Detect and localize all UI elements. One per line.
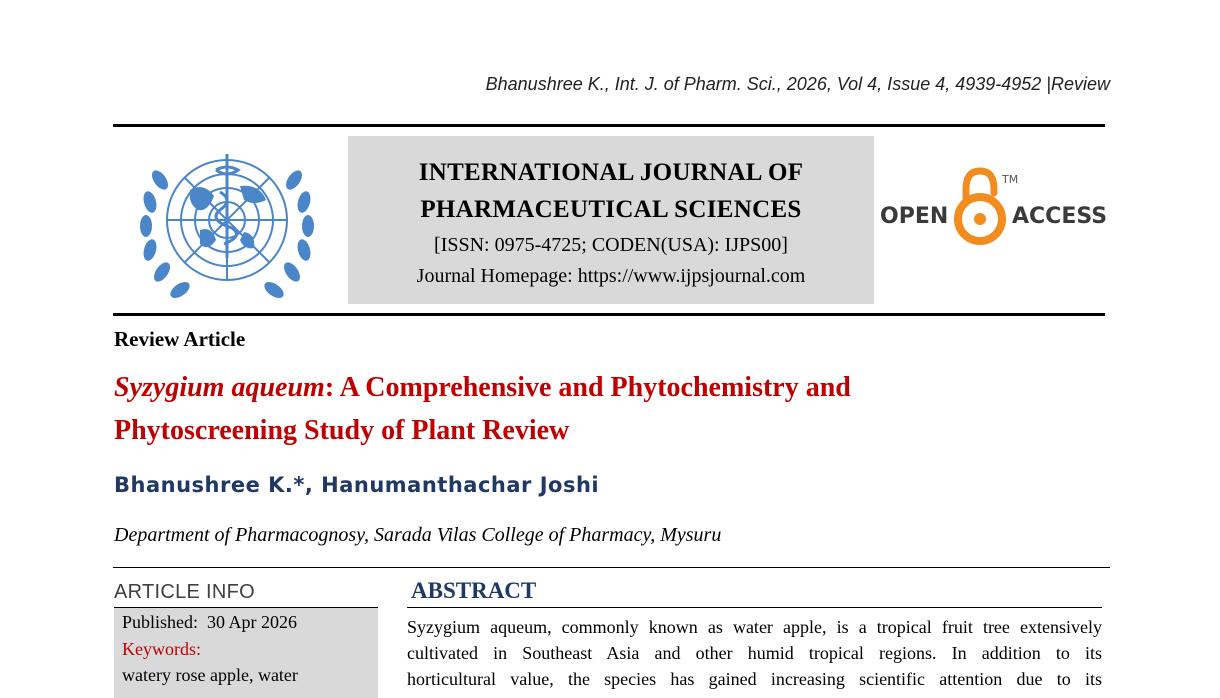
abstract-rule [407, 607, 1102, 608]
article-type: Review Article [114, 327, 246, 351]
abstract-line: cultivated in Southeast Asia and other humid tropical regions. In addition to its [407, 643, 1102, 663]
authors: Bhanushree K.*, Hanumanthachar Joshi [114, 473, 600, 497]
abstract-line: horticultural value, the species has gained increasing scientific attention due to its [407, 669, 1102, 689]
section-divider [113, 567, 1110, 568]
article-info-heading: ARTICLE INFO [114, 581, 256, 603]
middle-rule [113, 313, 1105, 316]
journal-name-line2: PHARMACEUTICAL SCIENCES [420, 196, 802, 223]
published-date: 30 Apr 2026 [207, 612, 298, 632]
affiliation: Department of Pharmacognosy, Sarada Vilas College of Pharmacy, Mysuru [114, 524, 722, 546]
published-label: Published: [122, 612, 199, 632]
title-line1-rest: : A Comprehensive and Phytochemistry and [324, 372, 851, 403]
title-species-name: Syzygium aqueum [114, 372, 325, 403]
open-access-access-text: ACCESS [1012, 204, 1108, 229]
open-access-logo [880, 165, 1108, 249]
journal-issn: [ISSN: 0975-4725; CODEN(USA): IJPS00] [434, 234, 788, 256]
keywords-value: watery rose apple, water [122, 665, 298, 685]
keywords-label: Keywords: [122, 639, 201, 659]
top-rule [113, 124, 1105, 127]
open-access-open-text: OPEN [880, 204, 949, 229]
title-line2: Phytoscreening Study of Plant Review [114, 415, 570, 446]
journal-header-box [348, 136, 874, 304]
journal-emblem-logo [128, 140, 326, 306]
abstract-line: Syzygium aqueum, commonly known as water apple, is a tropical fruit tree extensively [407, 617, 1102, 637]
abstract-heading: ABSTRACT [411, 578, 537, 603]
article-title [114, 366, 1074, 452]
journal-name-line1: INTERNATIONAL JOURNAL OF [418, 159, 804, 186]
citation-header: Bhanushree K., Int. J. of Pharm. Sci., 2026, Vol 4, Issue 4, 4939-4952 |Review [485, 74, 1110, 94]
published-row [122, 612, 297, 633]
open-access-tm: TM [1002, 173, 1019, 186]
abstract-body [407, 614, 1102, 692]
journal-homepage: Journal Homepage: https://www.ijpsjournal.com [416, 265, 806, 287]
